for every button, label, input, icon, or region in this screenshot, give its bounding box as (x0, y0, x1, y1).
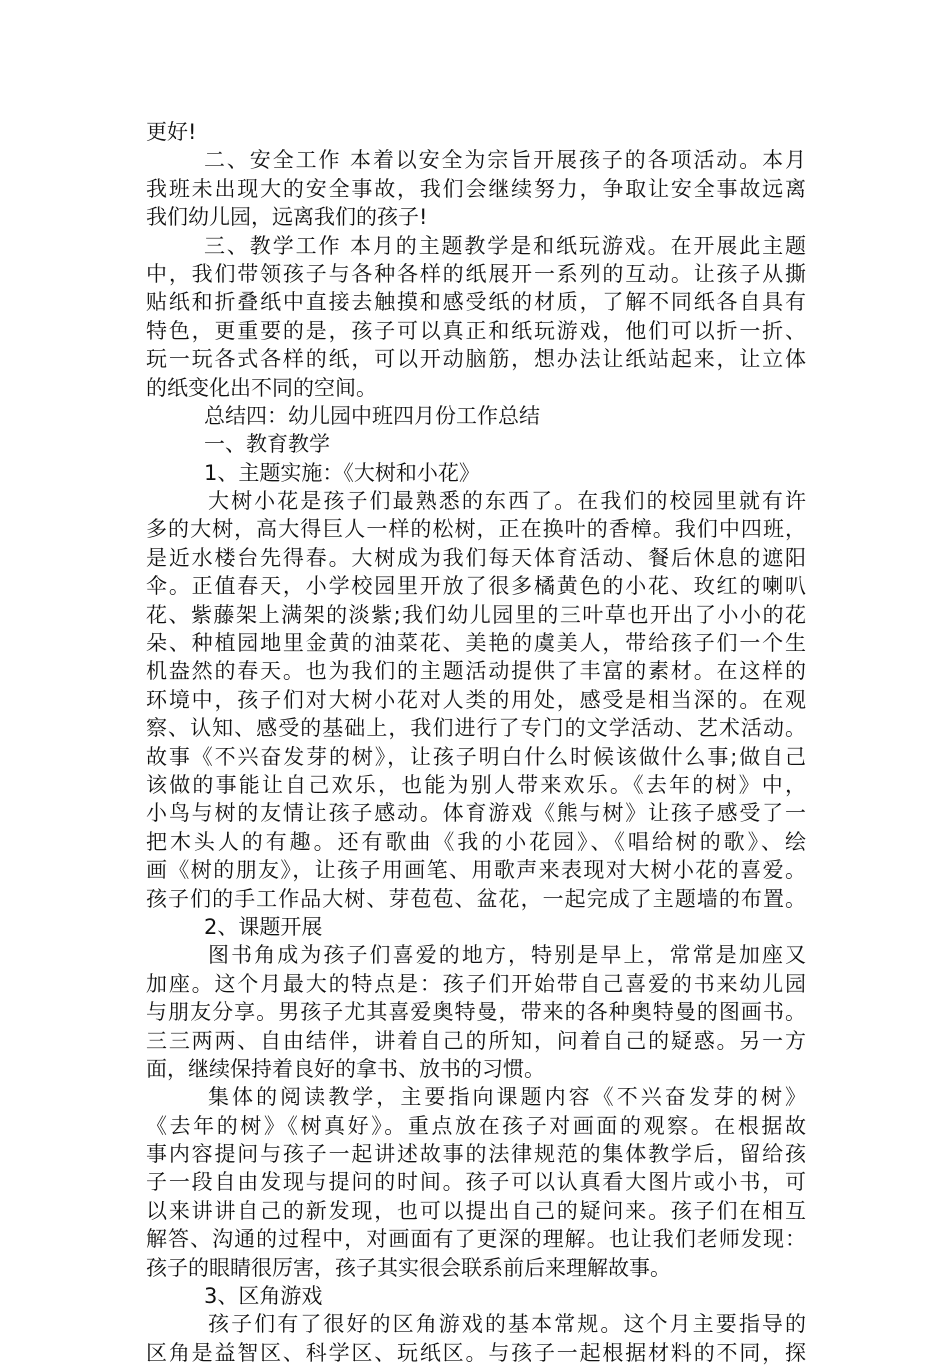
text-line: 是近水楼台先得春。大树成为我们每天体育活动、餐后休息的遮阳 (146, 545, 806, 570)
summary-title: 总结四：幼儿园中班四月份工作总结 (204, 403, 540, 428)
text-line: 贴纸和折叠纸中直接去触摸和感受纸的材质，了解不同纸各自具有 (146, 290, 806, 315)
text-line: 朵、种植园地里金黄的油菜花、美艳的虞美人，带给孩子们一个生 (146, 631, 806, 656)
text-line: 画《树的朋友》，让孩子用画笔、用歌声来表现对大树小花的喜爱。 (146, 858, 806, 883)
text-line: 以来讲讲自己的新发现，也可以提出自己的疑问来。孩子们在相互 (146, 1198, 806, 1223)
section-heading-safety: 二、安全工作 本着以安全为宗旨开展孩子的各项活动。本月 (204, 148, 806, 173)
text-line: 中，我们带领孩子与各种各样的纸展开一系列的互动。让孩子从撕 (146, 261, 806, 286)
text-line: 图书角成为孩子们喜爱的地方，特别是早上，常常是加座又 (208, 943, 806, 968)
text-line: 孩子们的手工作品大树、芽苞苞、盆花，一起完成了主题墙的布置。 (146, 886, 806, 911)
section-heading-teaching: 三、教学工作 本月的主题教学是和纸玩游戏。在开展此主题 (204, 233, 806, 258)
text-line: 加座。这个月最大的特点是：孩子们开始带自己喜爱的书来幼儿园 (146, 971, 806, 996)
text-line: 与朋友分享。男孩子尤其喜爱奥特曼，带来的各种奥特曼的图画书。 (146, 1000, 806, 1025)
text-line: 环境中，孩子们对大树小花对人类的用处，感受是相当深的。在观 (146, 687, 806, 712)
subheading-corner-games: 3、区角游戏 (204, 1284, 323, 1309)
text-line: 孩子们有了很好的区角游戏的基本常规。这个月主要指导的 (208, 1312, 806, 1337)
text-line: 我们幼儿园，远离我们的孩子! (146, 205, 428, 230)
document-page (146, 118, 806, 1367)
subheading-project: 2、课题开展 (204, 914, 323, 939)
text-line: 《去年的树》《树真好》。重点放在孩子对画面的观察。在根据故 (146, 1113, 806, 1138)
text-line: 集体的阅读教学，主要指向课题内容《不兴奋发芽的树》 (208, 1085, 806, 1110)
subheading-theme: 1、主题实施：《大树和小花》 (204, 460, 480, 485)
text-line: 子一段自由发现与提问的时间。孩子可以认真看大图片或小书，可 (146, 1170, 806, 1195)
text-line: 三三两两、自由结伴，讲着自己的所知，问着自己的疑惑。另一方 (146, 1028, 806, 1053)
text-line: 解答、沟通的过程中，对画面有了更深的理解。也让我们老师发现： (146, 1227, 806, 1252)
text-line: 把木头人的有趣。还有歌曲《我的小花园》、《唱给树的歌》、绘 (146, 829, 806, 854)
text-line: 孩子的眼睛很厉害，孩子其实很会联系前后来理解故事。 (146, 1255, 671, 1280)
text-line: 伞。正值春天，小学校园里开放了很多橘黄色的小花、玫红的喇叭 (146, 574, 806, 599)
text-line: 事内容提问与孩子一起讲述故事的法律规范的集体教学后，留给孩 (146, 1142, 806, 1167)
text-line: 故事《不兴奋发芽的树》，让孩子明白什么时候该做什么事;做自己 (146, 744, 806, 769)
section-heading-education: 一、教育教学 (204, 432, 330, 457)
text-line: 玩一玩各式各样的纸，可以开动脑筋，想办法让纸站起来，让立体 (146, 347, 806, 372)
text-line: 的纸变化出不同的空间。 (146, 375, 377, 400)
text-line: 特色，更重要的是，孩子可以真正和纸玩游戏，他们可以折一折、 (146, 318, 806, 343)
text-line: 察、认知、感受的基础上，我们进行了专门的文学活动、艺术活动。 (146, 716, 806, 741)
text-line: 多的大树，高大得巨人一样的松树，正在换叶的香樟。我们中四班， (146, 517, 806, 542)
text-line: 机盎然的春天。也为我们的主题活动提供了丰富的素材。在这样的 (146, 659, 806, 684)
text-line: 大树小花是孩子们最熟悉的东西了。在我们的校园里就有许 (208, 489, 806, 514)
text-line: 小鸟与树的友情让孩子感动。体育游戏《熊与树》让孩子感受了一 (146, 801, 806, 826)
text-line: 区角是益智区、科学区、玩纸区。与孩子一起根据材料的不同，探 (146, 1340, 806, 1365)
text-line: 面，继续保持着良好的拿书、放书的习惯。 (146, 1056, 545, 1081)
text-line: 更好! (146, 120, 197, 144)
text-line: 花、紫藤架上满架的淡紫;我们幼儿园里的三叶草也开出了小小的花 (146, 602, 806, 627)
text-line: 该做的事能让自己欢乐，也能为别人带来欢乐。《去年的树》中， (146, 772, 806, 797)
text-line: 我班未出现大的安全事故，我们会继续努力，争取让安全事故远离 (146, 176, 806, 201)
